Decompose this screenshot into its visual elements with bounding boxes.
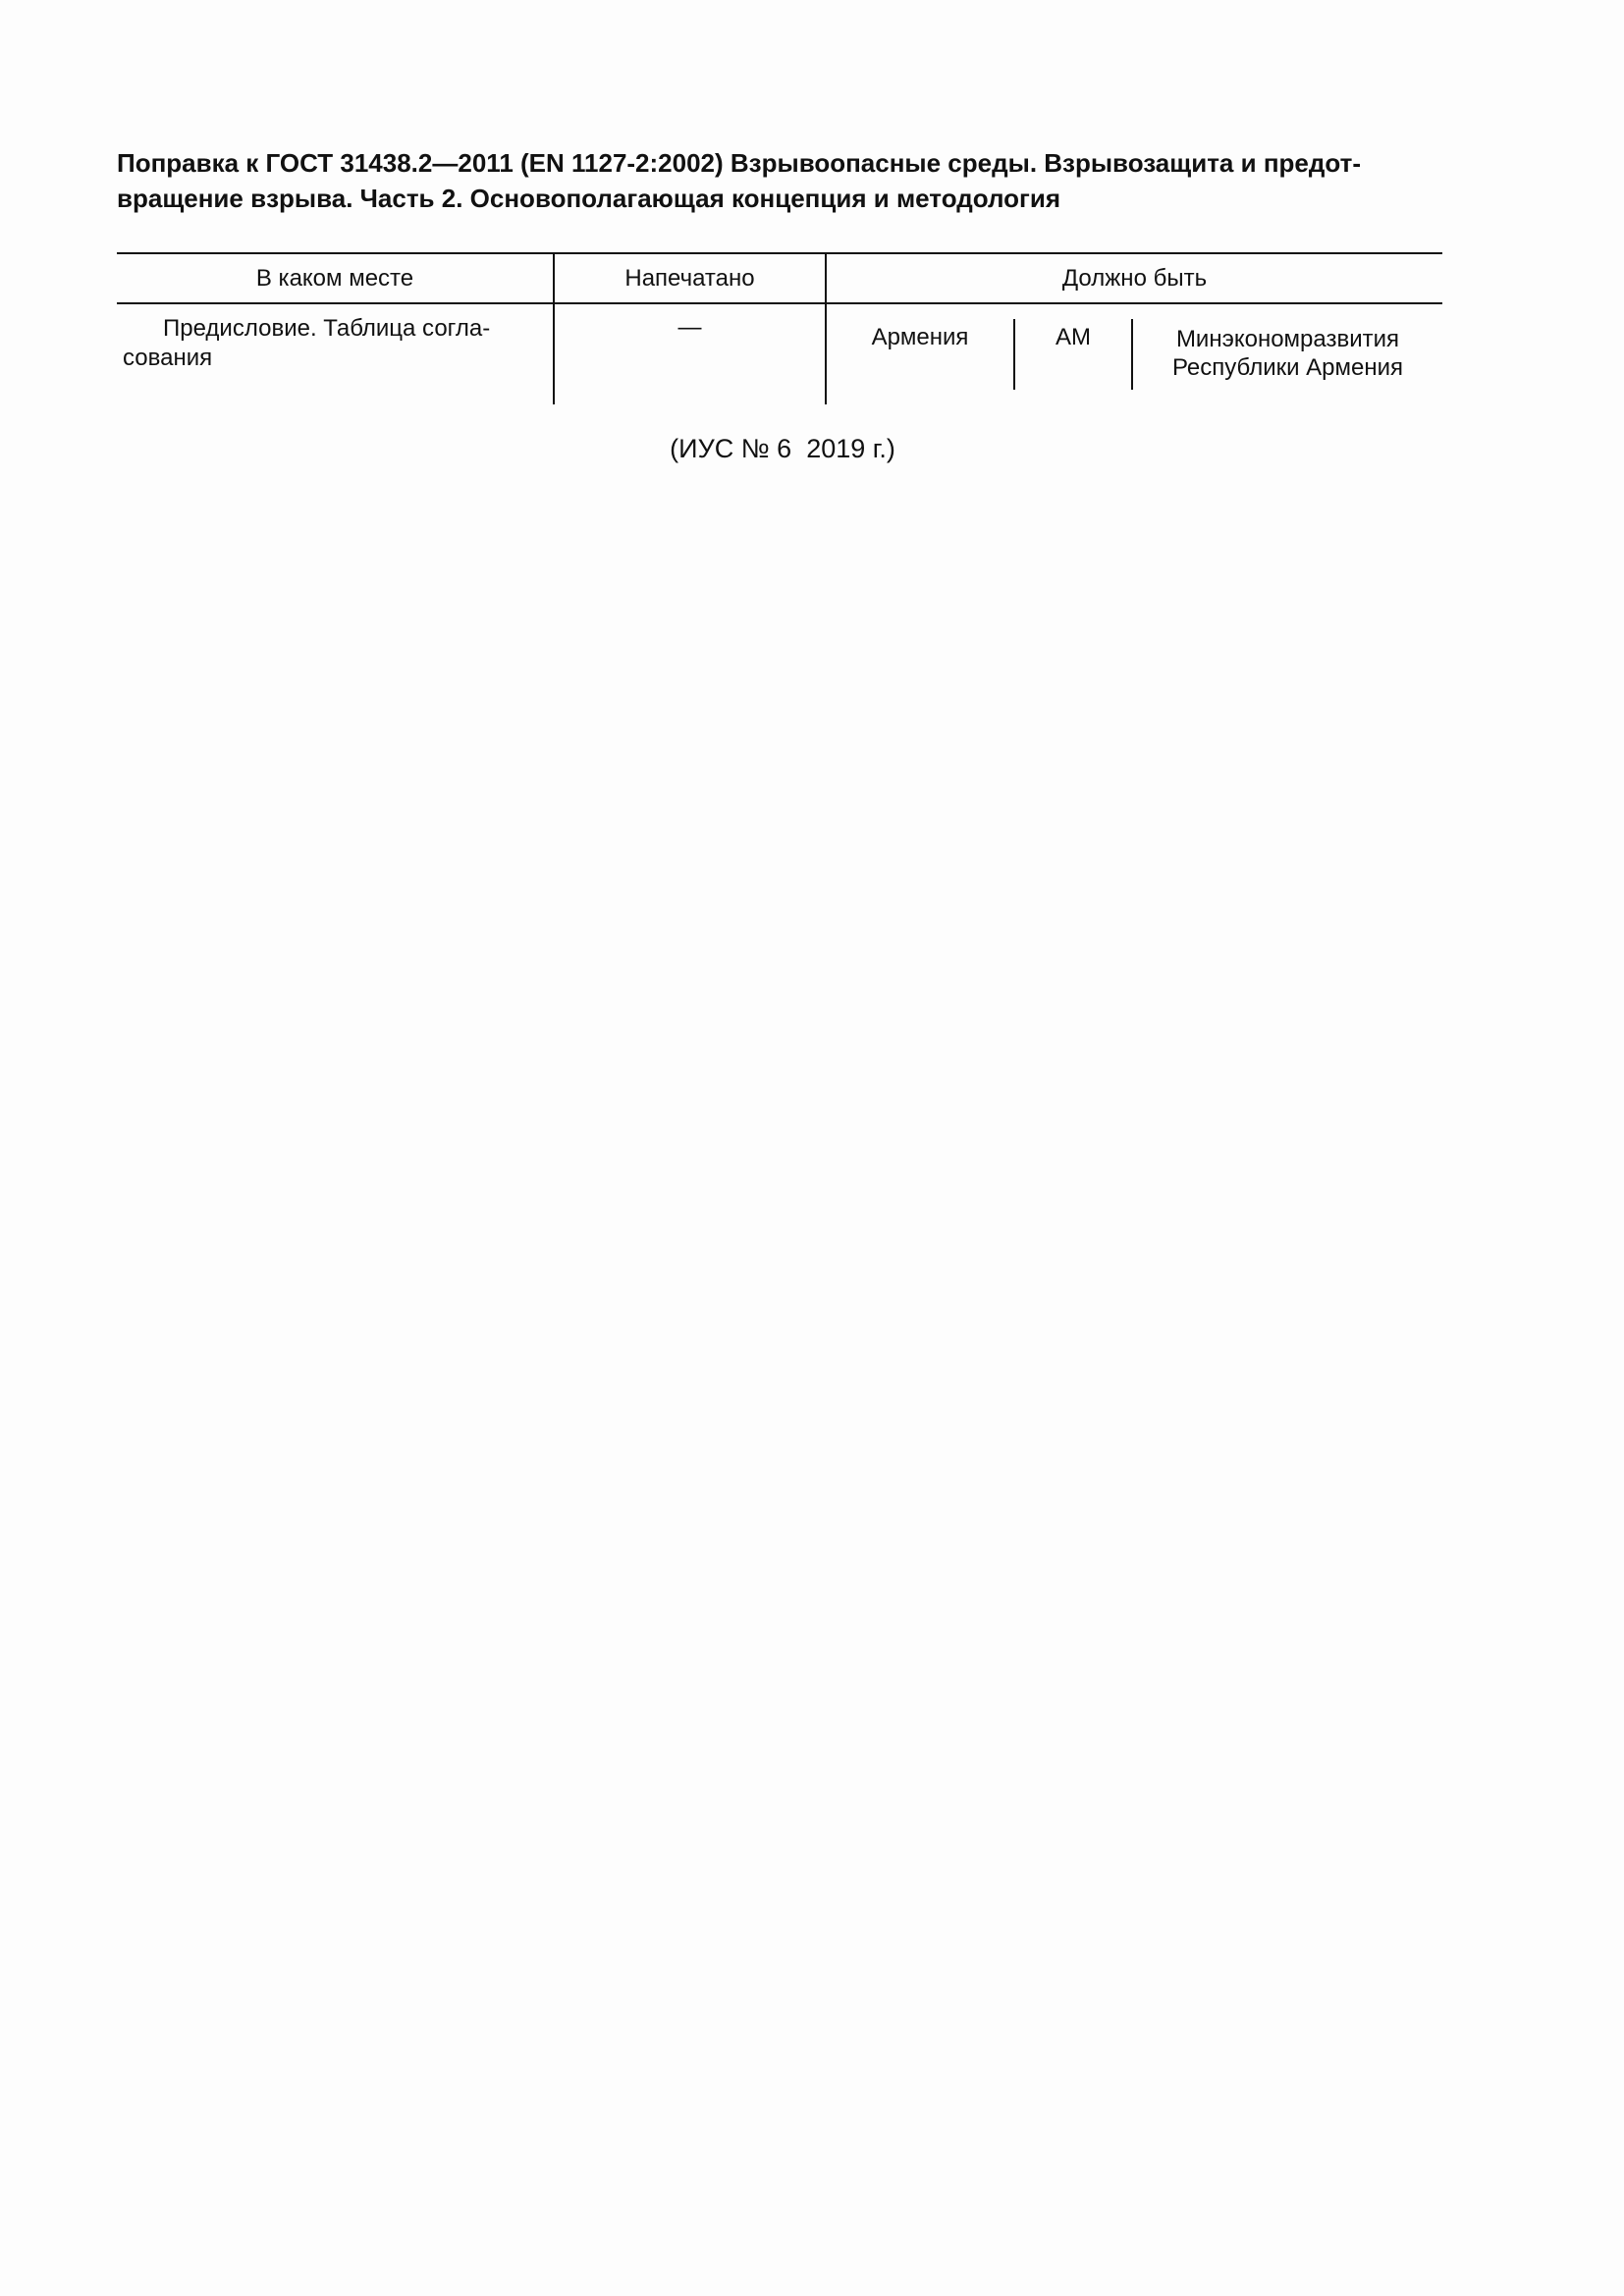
header-printed: Напечатано [624, 265, 755, 292]
table-top-rule [117, 252, 1442, 254]
title-line-2: вращение взрыва. Часть 2. Основополагающая концепция и методология [117, 184, 1061, 213]
row-country: Армения [871, 324, 969, 350]
row-organization [1133, 325, 1442, 382]
row-printed: — [677, 314, 702, 341]
row-country-code: AM [1056, 324, 1091, 350]
source-reference: (ИУС № 6 2019 г.) [670, 434, 895, 463]
row-place-line-2: сования [123, 345, 213, 371]
row-organization-line-2: Республики Армения [1171, 354, 1404, 381]
table-header-rule [117, 302, 1442, 304]
row-place [123, 314, 545, 373]
row-place-line-1: Предисловие. Таблица согла- [163, 315, 491, 342]
header-should-be: Должно быть [1061, 265, 1208, 292]
row-organization-line-1: Минэкономразвития [1175, 326, 1400, 352]
title-line-1: Поправка к ГОСТ 31438.2—2011 (EN 1127-2:2002) Взрывоопасные среды. Взрывозащита и предот- [117, 148, 1361, 178]
header-place: В каком месте [255, 265, 414, 292]
page-title [117, 145, 1442, 216]
correction-table [117, 252, 1442, 404]
